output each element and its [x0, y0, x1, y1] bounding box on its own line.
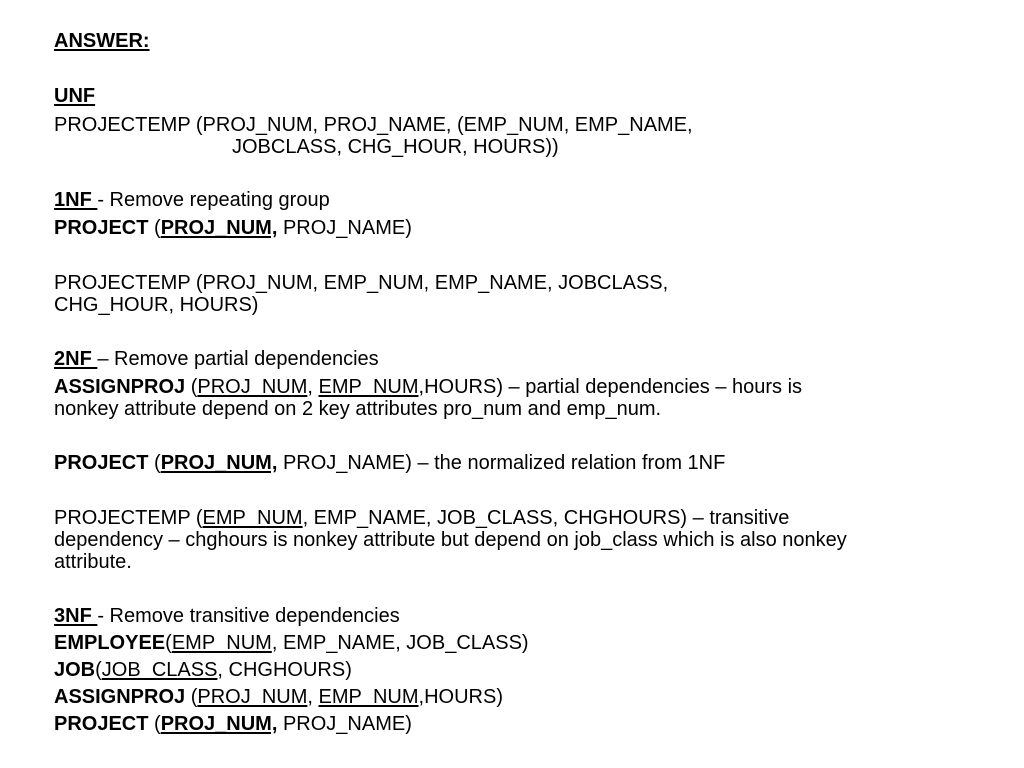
primary-key: EMP_NUM	[171, 632, 272, 654]
nf2-heading: 2NF	[54, 348, 98, 370]
relation-name: EMPLOYEE	[54, 632, 166, 654]
primary-key: EMP_NUM	[202, 507, 303, 529]
separator: ,	[307, 376, 319, 398]
unf-relation-line2: JOBCLASS, CHG_HOUR, HOURS))	[232, 136, 559, 158]
nf3-description: - Remove transitive dependencies	[97, 605, 400, 627]
paren: (	[165, 632, 172, 654]
attributes: ,HOURS) – partial dependencies – hours is	[418, 376, 803, 398]
primary-key: PROJ_NUM,	[160, 713, 278, 735]
nf3-project-relation	[54, 713, 412, 735]
nf1-heading-line	[54, 189, 330, 211]
nf1-heading: 1NF	[54, 189, 98, 211]
primary-key: EMP_NUM	[318, 376, 419, 398]
primary-key: PROJ_NUM,	[160, 452, 278, 474]
attributes: ,HOURS)	[418, 686, 503, 708]
relation-name: PROJECT	[54, 713, 149, 735]
primary-key: PROJ_NUM	[197, 376, 308, 398]
relation-name: PROJECT	[54, 217, 149, 239]
paren: (	[148, 713, 161, 735]
nf2-project-relation	[54, 452, 725, 474]
nf1-project-relation	[54, 217, 412, 239]
answer-heading: ANSWER:	[54, 30, 150, 52]
primary-key: PROJ_NUM	[197, 686, 308, 708]
nf2-projectemp-line2: dependency – chghours is nonkey attribute but depend on job_class which is also nonkey	[54, 529, 847, 551]
nf1-description: - Remove repeating group	[97, 189, 330, 211]
relation-open: PROJECTEMP (	[54, 507, 203, 529]
paren: (	[95, 659, 102, 681]
primary-key: JOB_CLASS	[101, 659, 218, 681]
relation-name: ASSIGNPROJ	[54, 686, 186, 708]
nf1-projectemp-line2: CHG_HOUR, HOURS)	[54, 294, 259, 316]
paren: (	[185, 686, 198, 708]
separator: ,	[307, 686, 319, 708]
nf3-job-relation	[54, 659, 352, 681]
nf3-heading-line	[54, 605, 400, 627]
attributes: PROJ_NAME)	[277, 713, 412, 735]
relation-name: JOB	[54, 659, 96, 681]
attributes: PROJ_NAME)	[277, 217, 412, 239]
attributes: PROJ_NAME) – the normalized relation from 1NF	[277, 452, 726, 474]
paren: (	[148, 217, 161, 239]
nf2-assignproj-line2: nonkey attribute depend on 2 key attributes pro_num and emp_num.	[54, 398, 662, 420]
unf-heading: UNF	[54, 85, 96, 107]
nf2-assignproj-line1	[54, 376, 802, 398]
nf2-heading-line	[54, 348, 379, 370]
attributes: , EMP_NAME, JOB_CLASS)	[271, 632, 529, 654]
relation-name: PROJECT	[54, 452, 149, 474]
nf2-description: – Remove partial dependencies	[97, 348, 379, 370]
nf2-projectemp-line3: attribute.	[54, 551, 132, 573]
nf1-projectemp-line1: PROJECTEMP (PROJ_NUM, EMP_NUM, EMP_NAME, JOBCLASS,	[54, 272, 669, 294]
attributes: , EMP_NAME, JOB_CLASS, CHGHOURS) – transitive	[302, 507, 790, 529]
nf3-assignproj-relation	[54, 686, 503, 708]
attributes: , CHGHOURS)	[217, 659, 352, 681]
primary-key: EMP_NUM	[318, 686, 419, 708]
primary-key: PROJ_NUM,	[160, 217, 278, 239]
nf3-employee-relation	[54, 632, 529, 654]
paren: (	[148, 452, 161, 474]
nf2-projectemp-line1	[54, 507, 789, 529]
unf-relation-line1: PROJECTEMP (PROJ_NUM, PROJ_NAME, (EMP_NUM, EMP_NAME,	[54, 114, 693, 136]
relation-name: ASSIGNPROJ	[54, 376, 186, 398]
nf3-heading: 3NF	[54, 605, 98, 627]
paren: (	[185, 376, 198, 398]
